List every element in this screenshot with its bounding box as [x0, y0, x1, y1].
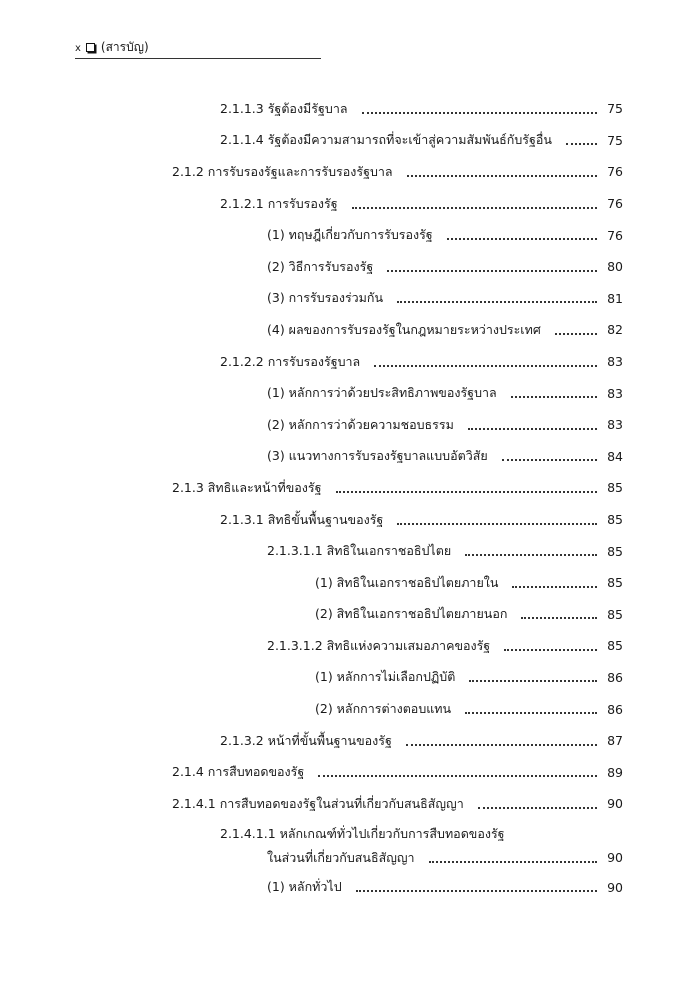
- dot-leader: [512, 586, 597, 588]
- header-page-number: x: [75, 43, 81, 54]
- toc-entry-page-number: 89: [607, 764, 623, 780]
- dot-leader: [397, 301, 597, 303]
- dot-leader: [469, 680, 597, 682]
- dot-leader: [407, 175, 597, 177]
- toc-entry-page-number: 85: [607, 606, 623, 622]
- toc-entry-title: (3) แนวทางการรับรองรัฐบาลแบบอัตวิสัย: [267, 448, 488, 464]
- dot-leader: [406, 744, 597, 746]
- toc-entry-page-number: 83: [607, 354, 623, 370]
- toc-entry: [0, 409, 699, 441]
- toc-entry-title: (1) หลักการว่าด้วยประสิทธิภาพของรัฐบาล: [267, 385, 497, 401]
- toc-entry: [0, 662, 699, 694]
- toc-entry-title: 2.1.1.3 รัฐต้องมีรัฐบาล: [220, 100, 348, 116]
- dot-leader: [468, 428, 597, 430]
- toc-entry-page-number: 90: [607, 796, 623, 812]
- toc-entry: [0, 788, 699, 820]
- dot-leader: [318, 775, 597, 777]
- toc-entry: [0, 599, 699, 631]
- toc-entry-page-number: 75: [607, 132, 623, 148]
- toc-entry-title: (1) หลักการไม่เลือกปฏิบัติ: [315, 669, 456, 685]
- toc-entry: [0, 872, 699, 904]
- toc-entry-title: (1) หลักทั่วไป: [267, 879, 342, 895]
- toc-entry: [0, 725, 699, 757]
- toc-entry-page-number: 86: [607, 701, 623, 717]
- toc-entry-title: (1) สิทธิในเอกราชอธิปไตยภายใน: [315, 574, 499, 590]
- toc-entry-title: (3) การรับรองร่วมกัน: [267, 290, 384, 306]
- toc-entry-title: 2.1.3.1.2 สิทธิแห่งความเสมอภาคของรัฐ: [267, 637, 491, 653]
- toc-entry-title: 2.1.2.1 การรับรองรัฐ: [220, 195, 338, 211]
- toc-entry-title: 2.1.3.2 หน้าที่ขั้นพื้นฐานของรัฐ: [220, 732, 392, 748]
- toc-entry: [0, 756, 699, 788]
- toc-entry: [0, 156, 699, 188]
- dot-leader: [336, 491, 597, 493]
- toc-entry-title: (2) หลักการว่าด้วยความชอบธรรม: [267, 416, 454, 432]
- toc-entry: [0, 125, 699, 157]
- dot-leader: [555, 333, 597, 335]
- toc-entry-page-number: 85: [607, 480, 623, 496]
- toc-entry-title: (2) หลักการต่างตอบแทน: [315, 701, 452, 717]
- toc-entry-title: 2.1.4 การสืบทอดของรัฐ: [172, 764, 305, 780]
- toc-entry: [0, 567, 699, 599]
- dot-leader: [397, 523, 597, 525]
- toc-entry-title: 2.1.3 สิทธิและหน้าที่ของรัฐ: [172, 479, 322, 495]
- toc-entry-title: 2.1.4.1.1 หลักเกณฑ์ทั่วไปเกี่ยวกับการสืบทอดของรัฐ: [220, 825, 505, 841]
- dot-leader: [511, 396, 597, 398]
- toc-entry-title: (1) ทฤษฎีเกี่ยวกับการรับรองรัฐ: [267, 227, 433, 243]
- dot-leader: [502, 459, 597, 461]
- toc-entry-page-number: 90: [607, 850, 623, 866]
- toc-entry: [0, 820, 699, 872]
- toc-entry-title-continued: ในส่วนที่เกี่ยวกับสนธิสัญญา: [267, 849, 415, 865]
- toc-entry-title: 2.1.2 การรับรองรัฐและการรับรองรัฐบาล: [172, 163, 393, 179]
- toc-entry-page-number: 80: [607, 259, 623, 275]
- dot-leader: [362, 112, 597, 114]
- toc-entry-page-number: 87: [607, 733, 623, 749]
- dot-leader: [374, 365, 597, 367]
- toc-entry-page-number: 85: [607, 638, 623, 654]
- toc-entry-page-number: 75: [607, 101, 623, 117]
- toc-entry: [0, 251, 699, 283]
- dot-leader: [504, 649, 597, 651]
- dot-leader: [447, 238, 597, 240]
- toc-entry-title: 2.1.4.1 การสืบทอดของรัฐในส่วนที่เกี่ยวกับสนธิสัญญา: [172, 795, 464, 811]
- toc-entry-title: (2) วิธีการรับรองรัฐ: [267, 258, 374, 274]
- dot-leader: [465, 554, 597, 556]
- toc-entry-title: 2.1.2.2 การรับรองรัฐบาล: [220, 353, 361, 369]
- toc-entry-page-number: 86: [607, 669, 623, 685]
- dot-leader: [465, 712, 597, 714]
- toc-entry: [0, 93, 699, 125]
- dot-leader: [566, 143, 597, 145]
- toc-entry: [0, 314, 699, 346]
- toc-entry: [0, 504, 699, 536]
- toc-entry: [0, 472, 699, 504]
- toc-entry: [0, 693, 699, 725]
- toc-entry: [0, 535, 699, 567]
- toc-entry-page-number: 85: [607, 512, 623, 528]
- toc-entry-page-number: 81: [607, 290, 623, 306]
- dot-leader: [478, 807, 597, 809]
- toc-entry: [0, 283, 699, 315]
- toc-entry: [0, 377, 699, 409]
- toc-entry: [0, 630, 699, 662]
- dot-leader: [387, 270, 597, 272]
- toc-entry-title: (2) สิทธิในเอกราชอธิปไตยภายนอก: [315, 606, 508, 622]
- dot-leader: [521, 617, 597, 619]
- toc-entry-page-number: 83: [607, 417, 623, 433]
- toc-entry-page-number: 90: [607, 879, 623, 895]
- toc-entry: [0, 346, 699, 378]
- running-header: [75, 36, 321, 59]
- toc-entry-page-number: 83: [607, 385, 623, 401]
- toc-entry-page-number: 82: [607, 322, 623, 338]
- toc-entry: [0, 441, 699, 473]
- toc-entry-page-number: 84: [607, 448, 623, 464]
- toc-entry-title: 2.1.1.4 รัฐต้องมีความสามารถที่จะเข้าสู่ความสัมพันธ์กับรัฐอื่น: [220, 132, 552, 148]
- toc-entry: [0, 188, 699, 220]
- dot-leader: [352, 207, 597, 209]
- toc-entry-page-number: 85: [607, 543, 623, 559]
- toc-entry: [0, 219, 699, 251]
- toc-entry-page-number: 76: [607, 196, 623, 212]
- toc-entry-title: 2.1.3.1.1 สิทธิในเอกราชอธิปไตย: [267, 543, 452, 559]
- checkbox-square-icon: [86, 43, 95, 52]
- header-section-label: (สารบัญ): [100, 39, 149, 54]
- toc-entry-page-number: 76: [607, 164, 623, 180]
- toc-entry-title: (4) ผลของการรับรองรัฐในกฎหมายระหว่างประเทศ: [267, 321, 541, 337]
- dot-leader: [356, 890, 597, 892]
- table-of-contents: [0, 93, 699, 903]
- dot-leader: [429, 861, 597, 863]
- toc-entry-page-number: 76: [607, 227, 623, 243]
- toc-entry-page-number: 85: [607, 575, 623, 591]
- toc-entry-title: 2.1.3.1 สิทธิขั้นพื้นฐานของรัฐ: [220, 511, 384, 527]
